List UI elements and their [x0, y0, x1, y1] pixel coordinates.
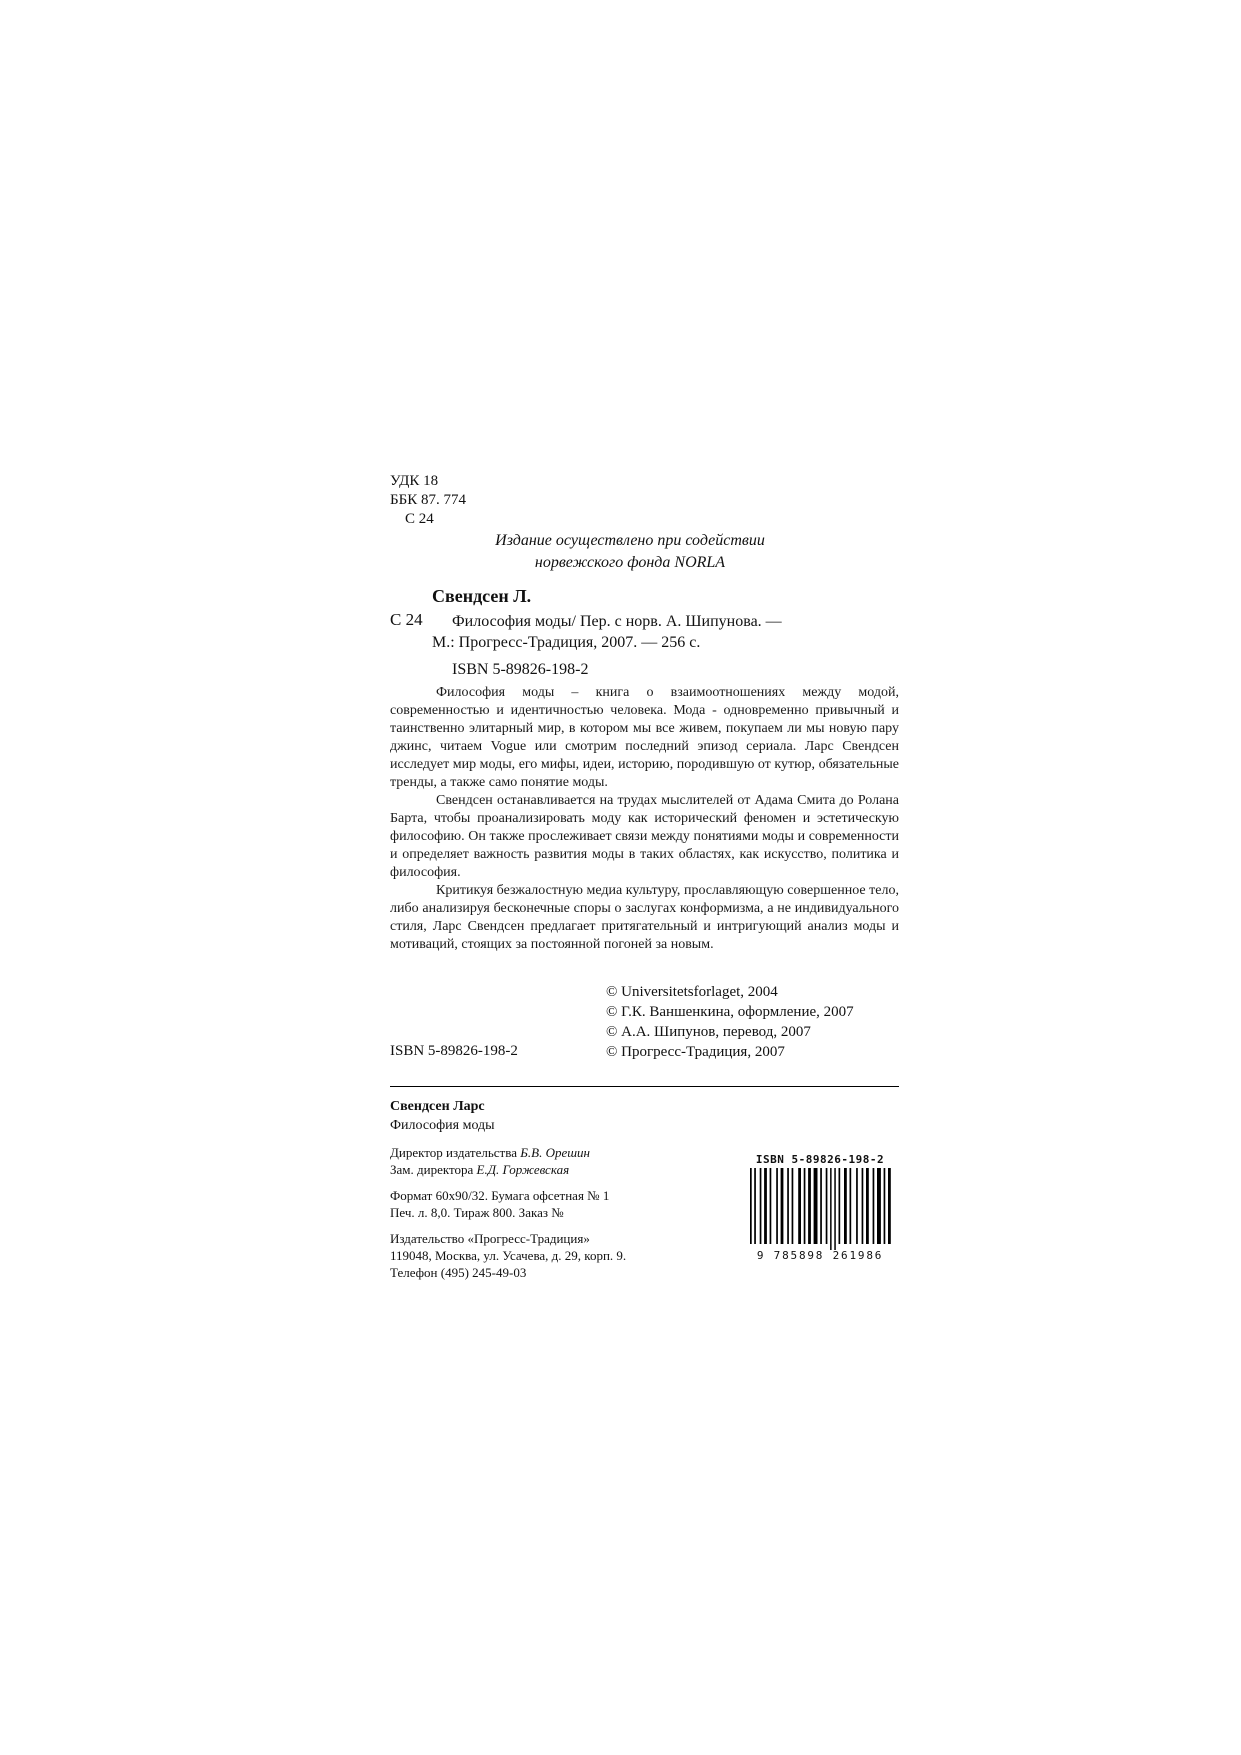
bib-imprint-line: М.: Прогресс-Традиция, 2007. — 256 с.	[432, 634, 701, 651]
barcode-bar	[877, 1168, 881, 1244]
barcode-bar	[834, 1168, 836, 1250]
author-mark-code: С 24	[405, 511, 434, 527]
barcode-bar	[839, 1168, 841, 1244]
colophon-subtitle: Философия моды	[390, 1118, 495, 1133]
barcode-bar	[820, 1168, 822, 1244]
barcode-bar	[804, 1168, 806, 1244]
barcode-bar	[862, 1168, 864, 1244]
copyright-line-3: © А.А. Шипунов, перевод, 2007	[606, 1024, 811, 1040]
address-line: 119048, Москва, ул. Усачева, д. 29, корп. 9.	[390, 1248, 627, 1263]
barcode-bar	[884, 1168, 886, 1244]
barcode-bar	[850, 1168, 852, 1244]
director-label: Директор издательства	[390, 1145, 521, 1160]
annotation-paragraph-1: Философия моды – книга о взаимоотношениях между модой, современностью и идентичностью человека. Мода - одновременно привычный и таинственно элитарный мир, в котором мы все живем, покупаем ли мы новую пару джинс, читаем Vogue или смотрим последний эпизод сериала. Ларс Свендсен исследует мир моды, его мифы, идеи, историю, породившую от кутюр, обязательные тренды, а также само понятие моды.	[390, 685, 899, 790]
barcode-bar	[844, 1168, 847, 1244]
barcode-bar	[770, 1168, 772, 1244]
support-note-line-1: Издание осуществлено при содействии	[495, 532, 765, 549]
annotation	[390, 684, 899, 954]
colophon-title: Свендсен Ларс	[390, 1099, 485, 1114]
barcode-bar	[776, 1168, 778, 1244]
bib-isbn: ISBN 5-89826-198-2	[452, 661, 589, 678]
barcode-bars	[746, 1168, 894, 1250]
bbk-code: ББК 87. 774	[390, 492, 466, 508]
isbn-bottom: ISBN 5-89826-198-2	[390, 1043, 518, 1059]
deputy-name: Е.Д. Горжевская	[476, 1162, 570, 1177]
barcode-bar	[781, 1168, 784, 1244]
barcode-bar	[760, 1168, 762, 1244]
copyright-line-1: © Universitetsforlaget, 2004	[606, 984, 778, 1000]
barcode-bar	[826, 1168, 828, 1244]
barcode-digits: 9 785898 261986	[756, 1249, 884, 1262]
format-line: Формат 60х90/32. Бумага офсетная № 1	[390, 1188, 610, 1203]
divider-rule	[390, 1086, 899, 1087]
barcode-bar	[830, 1168, 832, 1250]
barcode-bar	[866, 1168, 869, 1244]
annotation-paragraph-2: Свендсен останавливается на трудах мыслителей от Адама Смита до Ролана Барта, чтобы проанализировать моду как исторический феномен и эстетическую философию. Он также прослеживает связи между понятиями моды и современности и определяет важность развития моды в таких областях, как искусство, политика и философия.	[390, 793, 899, 880]
print-line: Печ. л. 8,0. Тираж 800. Заказ №	[390, 1205, 564, 1220]
copyright-line-2: © Г.К. Ваншенкина, оформление, 2007	[606, 1004, 854, 1020]
barcode-bar	[764, 1168, 767, 1244]
publisher-line: Издательство «Прогресс-Традиция»	[390, 1231, 590, 1246]
barcode-bar	[888, 1168, 891, 1244]
deputy-label: Зам. директора	[390, 1162, 477, 1177]
barcode-bar	[873, 1168, 875, 1244]
bib-code: С 24	[390, 610, 423, 629]
barcode-bar	[856, 1168, 858, 1244]
annotation-paragraph-3: Критикуя безжалостную медиа культуру, прославляющую совершенное тело, либо анализируя бесконечные споры о заслугах конформизма, а не индивидуального стиля, Ларс Свендсен предлагает притягательный и интригующий анализ моды и мотиваций, стоящих за постоянной погоней за новым.	[390, 883, 899, 952]
barcode-bar	[808, 1168, 811, 1244]
barcode-bar	[750, 1168, 752, 1244]
director-name: Б.В. Орешин	[520, 1145, 590, 1160]
phone-line: Телефон (495) 245-49-03	[390, 1265, 527, 1280]
udk-code: УДК 18	[390, 473, 439, 489]
bib-title-line: Философия моды/ Пер. с норв. А. Шипунова. —	[452, 613, 782, 630]
barcode-isbn-text: ISBN 5-89826-198-2	[755, 1153, 885, 1166]
barcode-bar	[754, 1168, 756, 1244]
author-heading: Свендсен Л.	[432, 586, 532, 606]
barcode-bar	[792, 1168, 794, 1244]
barcode-bar	[814, 1168, 818, 1244]
director-line	[390, 1144, 590, 1161]
isbn-barcode	[746, 1153, 894, 1273]
deputy-line	[390, 1161, 569, 1178]
barcode-bar	[787, 1168, 789, 1244]
copyright-line-4: © Прогресс-Традиция, 2007	[606, 1044, 785, 1060]
barcode-bar	[798, 1168, 801, 1244]
support-note-line-2: норвежского фонда NORLA	[534, 554, 726, 571]
